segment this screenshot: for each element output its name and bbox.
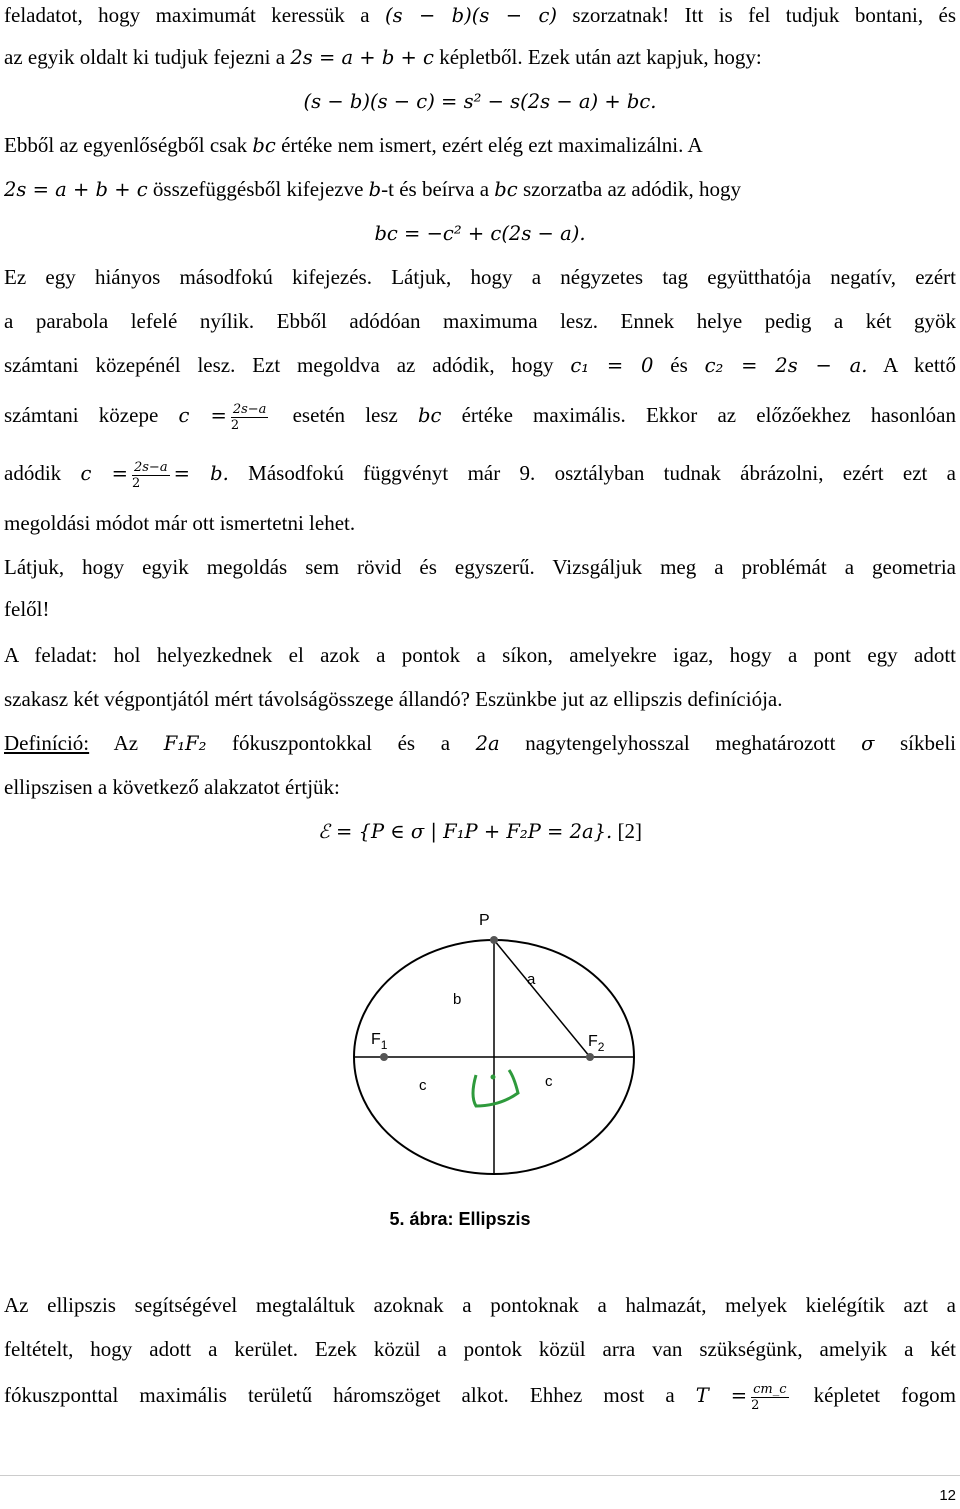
text-line [4,1290,956,1320]
footer-divider [0,1475,960,1476]
math: c = [178,404,227,427]
text: képletből. Ezek után azt kapjuk, hogy: [433,45,762,69]
text-line [4,508,956,538]
citation: [2] [612,819,642,843]
equation [0,86,960,117]
label-a: a [527,971,536,988]
focus-f2 [586,1053,594,1061]
fraction-denominator: 2 [230,417,240,433]
text: Az [89,731,164,755]
text-line [4,0,956,31]
text: feltételt, hogy adott a kerület. Ezek közül a pontok közül arra van szükségünk, amelyik a két [4,1337,956,1361]
text: összefüggésből kifejezve [147,177,369,201]
angle-arc [473,1070,518,1106]
text: feladatot, hogy maximumát keressük a [4,3,385,27]
text: fókuszponttal maximális területű háromszöget alkot. Ehhez most a [4,1383,696,1407]
math: T = [695,1384,748,1407]
text: megoldási módot már ott ismertetni lehet. [4,511,356,535]
text: adódik [4,461,81,485]
text: szorzatnak! Itt is fel tudjuk bontani, és [557,3,956,27]
text-line [4,400,956,433]
segment-a [494,940,590,1057]
figure-caption: 5. ábra: Ellipszis [389,1209,531,1229]
math: ℰ = {P ∈ σ | F₁P + F₂P = 2a}. [318,820,613,843]
text: képletet fogom [792,1383,957,1407]
text: ellipszisen a következő alakzatot értjük: [4,775,340,799]
text-line [4,174,956,205]
math: bc [252,134,276,157]
fraction-numerator: 2s−a [133,459,168,475]
math: bc = −c² + c(2s − a). [374,222,586,245]
text: szorzatba az adódik, hogy [517,177,742,201]
math: c₂ = 2s − a. [704,354,868,377]
fraction [231,402,269,433]
page-number: 12 [939,1487,956,1504]
focus-f1 [380,1053,388,1061]
fraction [132,460,170,491]
label-b: b [453,991,462,1008]
math: (s − b)(s − c) = s² − s(2s − a) + bc. [303,90,657,113]
text-line [4,1334,956,1364]
fraction-denominator: 2 [751,1397,760,1413]
text-line [4,684,956,714]
ellipse-figure [0,900,960,1240]
math: (s − b)(s − c) [384,4,557,27]
label-p: P [479,912,490,929]
label-c-left: c [419,1077,427,1094]
math: bc [418,404,442,427]
math: 2s = a + b + c [290,46,434,69]
text: Másodfokú függvényt már 9. osztályban tudnak ábrázolni, ezért ezt a [228,461,957,485]
text: számtani közepénél lesz. Ezt megoldva az adódik, hogy [4,353,571,377]
math: b [368,178,382,201]
text-line [4,262,956,292]
fraction [751,1382,788,1413]
text: A feladat: hol helyezkednek el azok a pontok a síkon, amelyekre igaz, hogy a pont egy adott [4,643,956,667]
math: 2s = a + b + c [4,178,148,201]
label-f1: $F_1$ [371,1031,388,1052]
point-p [490,936,498,944]
text: számtani közepe [4,403,179,427]
math: c = [80,462,128,485]
text-line [4,594,956,624]
text: szakasz két végpontjától mért távolságösszege állandó? Eszünkbe jut az ellipszis definíciója. [4,687,783,711]
text: A kettő [867,353,957,377]
text: értéke nem ismert, ezért elég ezt maximalizálni. A [275,133,703,157]
text: nagytengelyhosszal meghatározott [499,731,862,755]
text: esetén lesz [272,403,419,427]
definition-label: Definíció: [4,731,90,755]
fraction-denominator: 2 [131,475,141,491]
fraction-numerator: 2s−a [232,401,267,417]
text-line [4,42,956,73]
text: és [653,353,705,377]
text: Az ellipszis segítségével megtaláltuk azoknak a pontoknak a halmazát, melyek kielégítik azt a [4,1293,956,1317]
text-line [4,772,956,802]
fraction-numerator: cm_c [753,1381,787,1397]
text-line [4,130,956,161]
text: Látjuk, hogy egyik megoldás sem rövid és egyszerű. Vizsgáljuk meg a problémát a geometria [4,555,956,579]
text: -t és beírva a [381,177,495,201]
math: F₁F₂ [163,732,207,755]
text: az egyik oldalt ki tudjuk fejezni a [4,45,291,69]
math: = b. [173,462,229,485]
math: c₁ = 0 [570,354,654,377]
label-c-right: c [545,1073,553,1090]
text: a parabola lefelé nyílik. Ebből adódóan maximuma lesz. Ennek helye pedig a két gyök [4,309,956,333]
text: Ez egy hiányos másodfokú kifejezés. Látjuk, hogy a négyzetes tag együtthatója negatív, ezért [4,265,956,289]
text: Ebből az egyenlőségből csak [4,133,253,157]
text-line [4,552,956,582]
equation [0,218,960,249]
text: fókuszpontokkal és a [206,731,476,755]
text: értéke maximális. Ekkor az előzőekhez hasonlóan [441,403,956,427]
equation [0,816,960,847]
text: síkbeli [874,731,956,755]
math: bc [494,178,518,201]
text: felől! [4,597,50,621]
text-line [4,1380,956,1413]
math: 2a [475,732,500,755]
label-f2: $F_2$ [588,1033,605,1054]
text-line [4,728,956,759]
text-line [4,306,956,336]
math: σ [861,732,875,755]
center-dot [491,1075,496,1080]
text-line [4,640,956,670]
text-line [4,458,956,491]
text-line [4,350,956,381]
